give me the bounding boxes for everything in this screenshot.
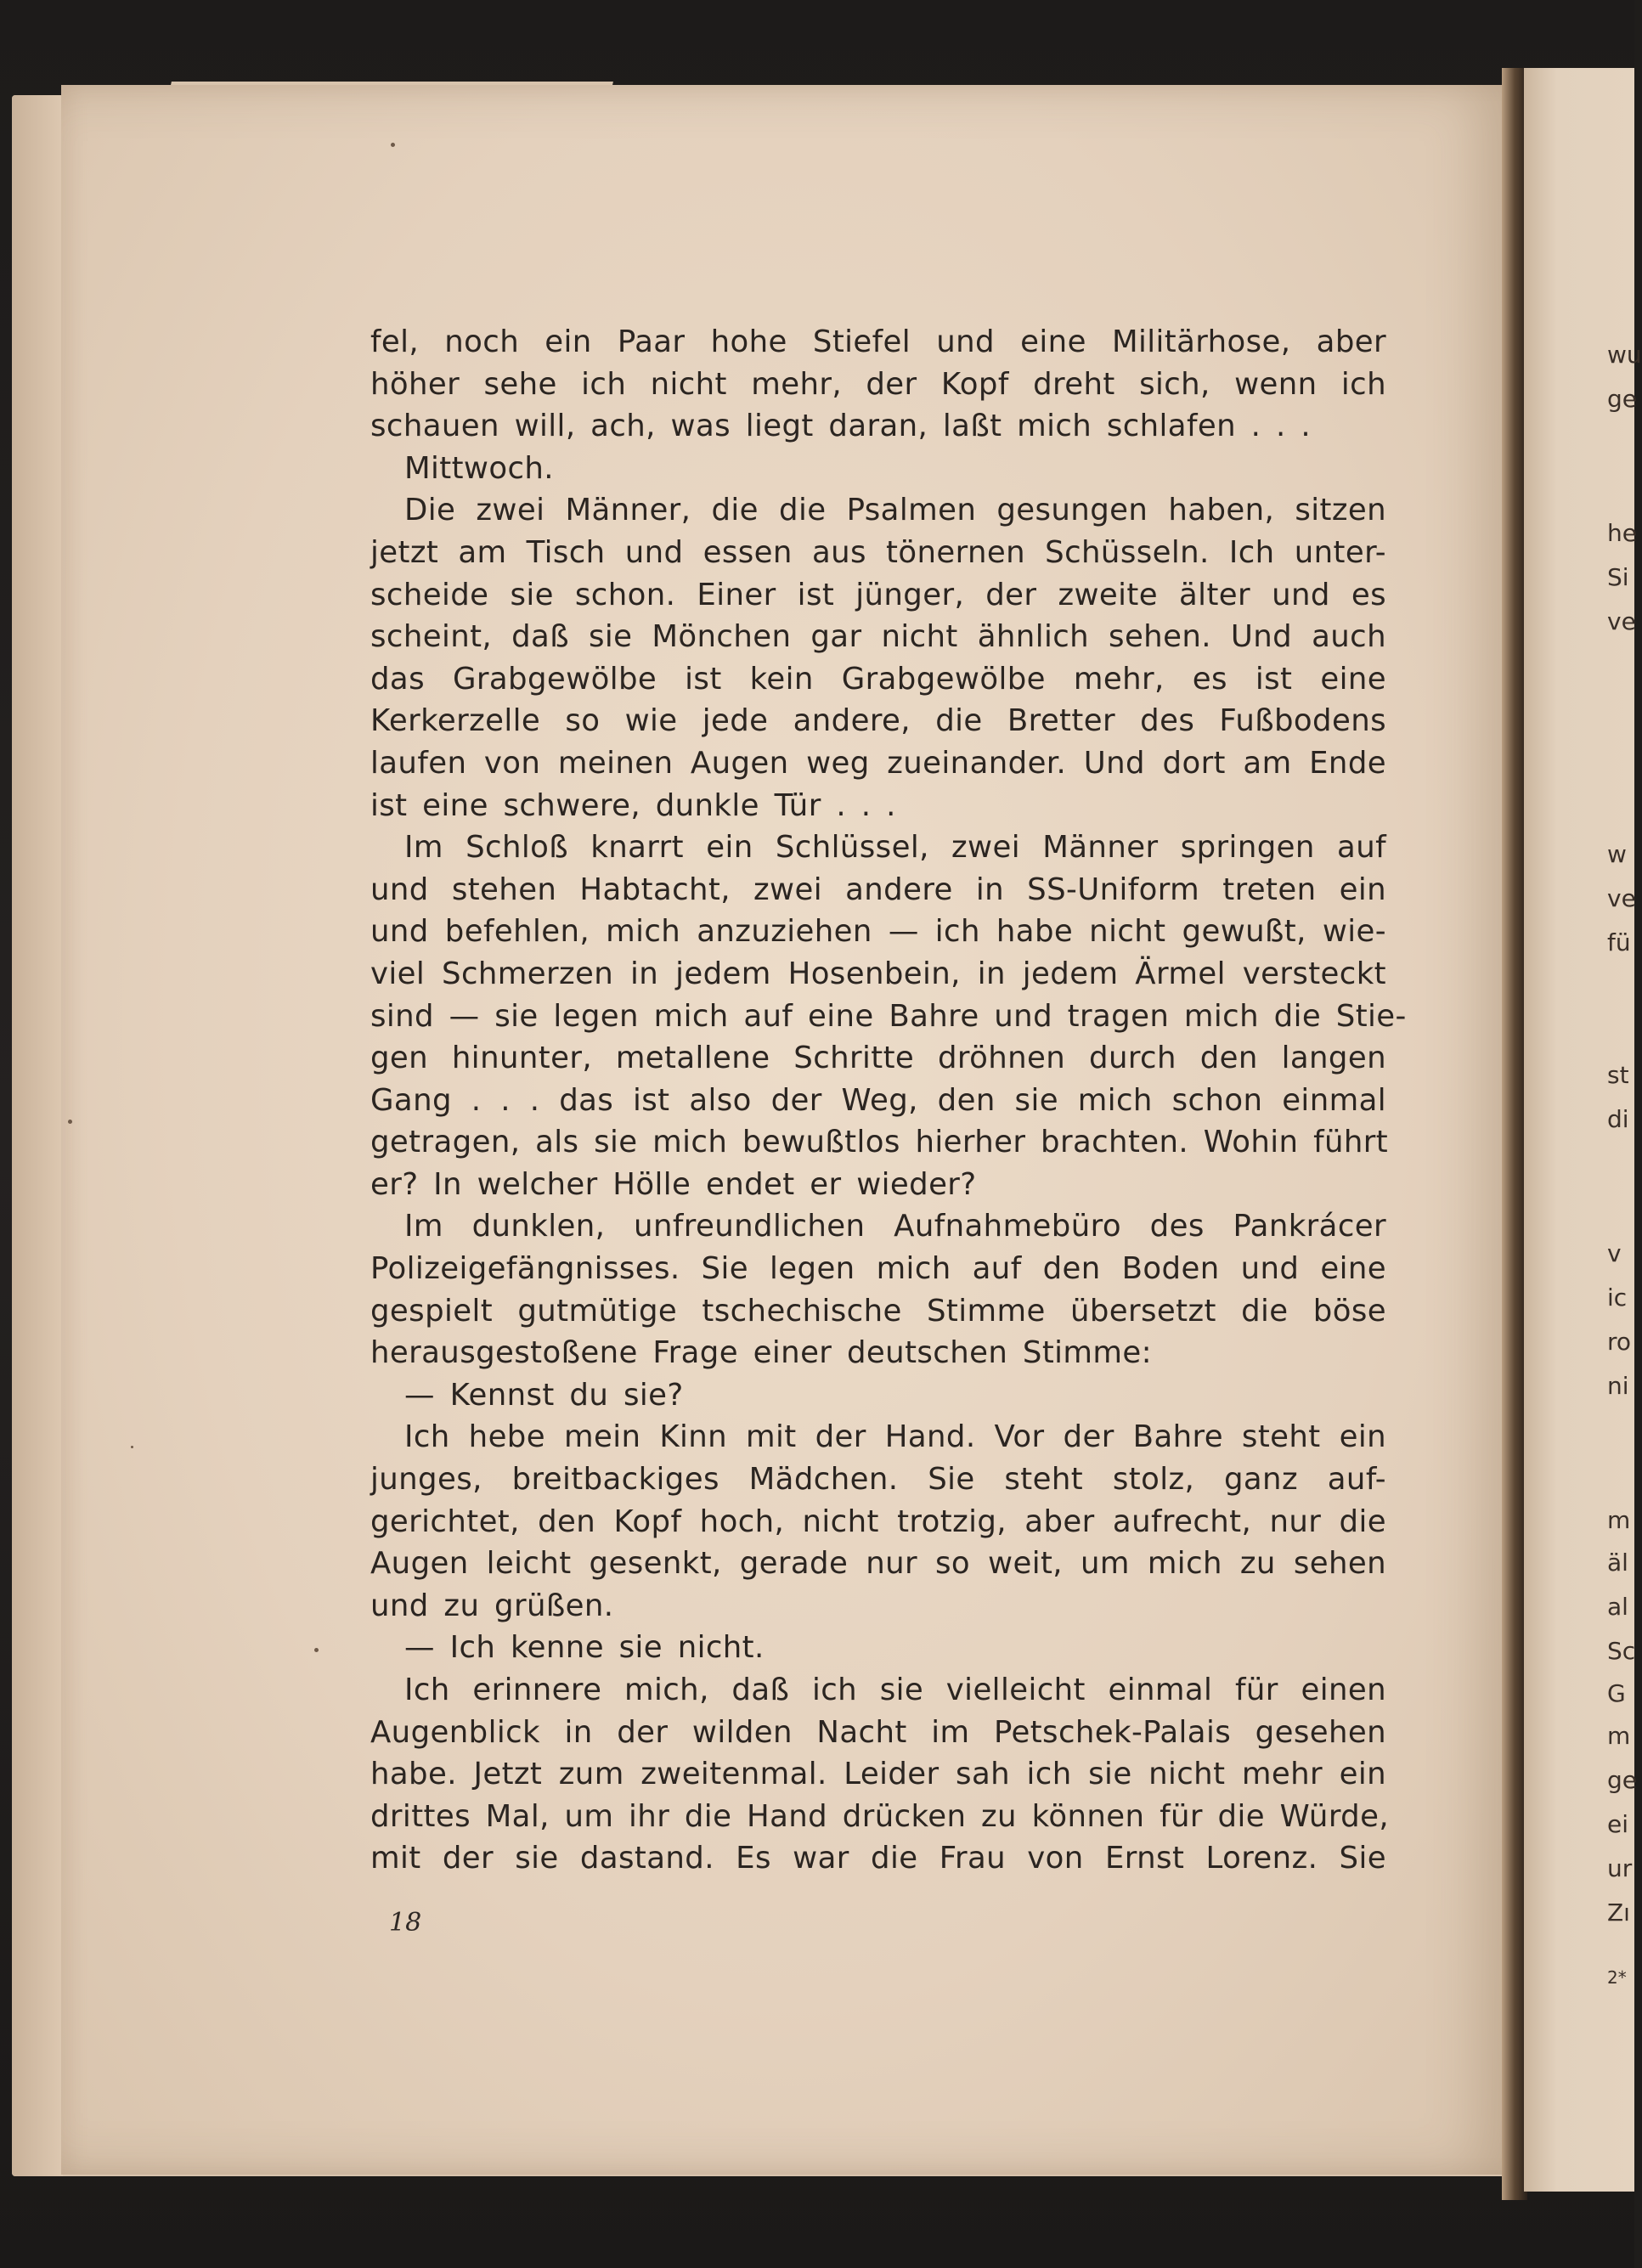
text-line: mit der sie dastand. Es war die Frau von Ernst Lorenz. Sie: [370, 1841, 1386, 1876]
text-line: Kerkerzelle so wie jede andere, die Bretter des Fußbodens: [370, 703, 1386, 739]
text-line: — Ich kenne sie nicht.: [404, 1630, 765, 1666]
text-line: Mittwoch.: [404, 450, 554, 486]
text-line: höher sehe ich nicht mehr, der Kopf dreht sich, wenn ich: [370, 366, 1386, 402]
text-line: sind — sie legen mich auf eine Bahre und tragen mich die Stie-: [370, 998, 1407, 1034]
page-number: 18: [389, 1908, 422, 1938]
fragment: he: [1607, 519, 1637, 547]
fragment: Zı: [1607, 1898, 1630, 1927]
text-line: schauen will, ach, was liegt daran, laßt mich schlafen . . .: [370, 409, 1312, 444]
text-line: das Grabgewölbe ist kein Grabgewölbe mehr, es ist eine: [370, 661, 1386, 697]
fragment: ni: [1607, 1372, 1629, 1400]
paper-speck: [131, 1446, 133, 1448]
text-line: Augenblick in der wilden Nacht im Petschek-Palais gesehen: [370, 1714, 1386, 1750]
text-line: gespielt gutmütige tschechische Stimme übersetzt die böse: [370, 1293, 1386, 1329]
page-stack-edge: [12, 95, 63, 2176]
fragment: w: [1607, 840, 1627, 868]
text-line: Im dunklen, unfreundlichen Aufnahmebüro des Pankrácer: [404, 1209, 1386, 1244]
text-line: herausgestoßene Frage einer deutschen Stimme:: [370, 1335, 1153, 1371]
text-line: und befehlen, mich anzuziehen — ich habe nicht gewußt, wie-: [370, 914, 1386, 950]
fragment: ic: [1607, 1284, 1628, 1312]
text-line: scheint, daß sie Mönchen gar nicht ähnlich sehen. Und auch: [370, 619, 1386, 655]
fragment: Sc: [1607, 1637, 1636, 1665]
text-line: Die zwei Männer, die die Psalmen gesungen haben, sitzen: [404, 493, 1386, 528]
fragment: fü: [1607, 928, 1631, 956]
text-line: — Kennst du sie?: [404, 1377, 684, 1413]
text-line: Polizeigefängnisses. Sie legen mich auf den Boden und eine: [370, 1251, 1386, 1287]
fragment: ro: [1607, 1328, 1632, 1356]
fragment: di: [1607, 1105, 1629, 1133]
text-line: fel, noch ein Paar hohe Stiefel und eine Militärhose, aber: [370, 324, 1386, 359]
text-line: gerichtet, den Kopf hoch, nicht trotzig, aber aufrecht, nur die: [370, 1504, 1386, 1539]
text-line: Ich erinnere mich, daß ich sie vielleicht einmal für einen: [404, 1673, 1386, 1707]
fragment: m: [1607, 1722, 1631, 1750]
fragment: v: [1607, 1239, 1622, 1267]
text-line: jetzt am Tisch und essen aus tönernen Schüsseln. Ich unter-: [370, 534, 1386, 570]
text-line: und zu grüßen.: [370, 1588, 614, 1623]
fragment: al: [1607, 1593, 1628, 1621]
fragment: ge: [1607, 1766, 1637, 1794]
text-line: gen hinunter, metallene Schritte dröhnen durch den langen: [370, 1041, 1386, 1076]
paper-speck: [391, 143, 395, 147]
fragment: st: [1607, 1061, 1629, 1089]
fragment: wu: [1607, 341, 1642, 369]
text-line: Ich hebe mein Kinn mit der Hand. Vor der Bahre steht ein: [404, 1419, 1386, 1455]
text-line: junges, breitbackiges Mädchen. Sie steht stolz, ganz auf-: [370, 1462, 1386, 1498]
text-line: habe. Jetzt zum zweitenmal. Leider sah ich sie nicht mehr ein: [370, 1757, 1386, 1792]
text-line: scheide sie schon. Einer ist jünger, der zweite älter und es: [370, 577, 1386, 612]
text-line: Augen leicht gesenkt, gerade nur so weit, um mich zu sehen: [370, 1546, 1386, 1582]
text-line: und stehen Habtacht, zwei andere in SS-Uniform treten ein: [370, 872, 1386, 907]
fragment: ve: [1607, 884, 1636, 912]
text-line: ist eine schwere, dunkle Tür . . .: [370, 787, 896, 823]
fragment: Si: [1607, 563, 1629, 591]
fragment: ve: [1607, 607, 1636, 635]
text-line: Im Schloß knarrt ein Schlüssel, zwei Männer springen auf: [404, 830, 1386, 866]
fragment: ge: [1607, 385, 1637, 413]
paper-speck: [314, 1648, 319, 1652]
fragment: äl: [1607, 1549, 1628, 1577]
text-line: er? In welcher Hölle endet er wieder?: [370, 1166, 977, 1202]
text-line: viel Schmerzen in jedem Hosenbein, in jedem Ärmel versteckt: [370, 956, 1386, 991]
text-line: laufen von meinen Augen weg zueinander. Und dort am Ende: [370, 745, 1386, 781]
text-line: drittes Mal, um ihr die Hand drücken zu können für die Würde,: [370, 1798, 1390, 1834]
fragment: ur: [1607, 1854, 1633, 1882]
fragment: G: [1607, 1679, 1626, 1707]
text-line: Gang . . . das ist also der Weg, den sie mich schon einmal: [370, 1082, 1386, 1118]
fragment: m: [1607, 1506, 1631, 1534]
fragment: 2*: [1607, 1967, 1627, 1988]
text-line: getragen, als sie mich bewußtlos hierher brachten. Wohin führt: [370, 1125, 1389, 1160]
page-body-text: [370, 321, 1407, 1880]
fragment: ei: [1607, 1810, 1629, 1838]
paper-speck: [68, 1120, 72, 1124]
